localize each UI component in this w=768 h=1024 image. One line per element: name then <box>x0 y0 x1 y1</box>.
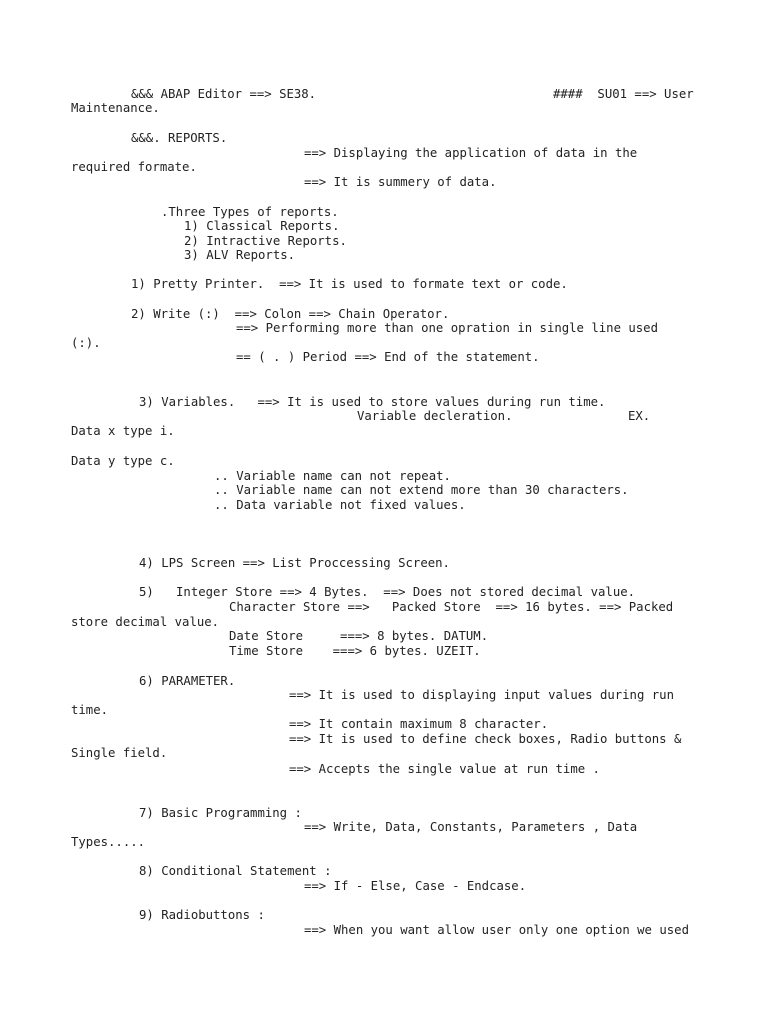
variable-rule-1: .. Variable name can not repeat. <box>214 469 451 483</box>
conditional-statement-heading: 8) Conditional Statement : <box>139 864 332 878</box>
variable-rule-2: .. Variable name can not extend more than 30 characters. <box>214 483 629 497</box>
integer-store-line: 5) Integer Store ==> 4 Bytes. ==> Does not stored decimal value. <box>139 585 636 599</box>
data-x-line: Data x type i. <box>71 424 175 438</box>
pretty-printer-line: 1) Pretty Printer. ==> It is used to formate text or code. <box>131 277 568 291</box>
report-type-3: 3) ALV Reports. <box>184 248 296 262</box>
radiobuttons-heading: 9) Radiobuttons : <box>139 908 265 922</box>
variables-line: 3) Variables. ==> It is used to store values during run time. <box>139 395 606 409</box>
parameter-heading: 6) PARAMETER. <box>139 674 236 688</box>
write-desc-1: ==> Performing more than one opration in single line used <box>236 321 658 335</box>
date-store-line: Date Store ===> 8 bytes. DATUM. <box>229 629 489 643</box>
parameter-desc-2: ==> It contain maximum 8 character. <box>289 717 549 731</box>
variable-rule-3: .. Data variable not fixed values. <box>214 498 466 512</box>
parameter-desc-3-cont: Single field. <box>71 746 168 760</box>
report-type-1: 1) Classical Reports. <box>184 219 340 233</box>
write-desc-2: == ( . ) Period ==> End of the statement. <box>236 350 540 364</box>
maintenance-line: Maintenance. <box>71 101 160 115</box>
reports-heading: &&&. REPORTS. <box>131 131 228 145</box>
report-type-2: 2) Intractive Reports. <box>184 234 347 248</box>
parameter-desc-3: ==> It is used to define check boxes, Radio buttons & <box>289 732 682 746</box>
example-label: EX. <box>628 409 651 423</box>
conditional-statement-desc: ==> If - Else, Case - Endcase. <box>304 879 527 893</box>
su01-line: #### SU01 ==> User <box>553 87 694 101</box>
reports-desc-1-cont: required formate. <box>71 160 197 174</box>
character-store-line: Character Store ==> Packed Store ==> 16 bytes. ==> Packed <box>229 600 674 614</box>
parameter-desc-1-cont: time. <box>71 703 109 717</box>
basic-programming-desc-cont: Types..... <box>71 835 146 849</box>
basic-programming-heading: 7) Basic Programming : <box>139 806 302 820</box>
character-store-cont: store decimal value. <box>71 615 220 629</box>
basic-programming-desc: ==> Write, Data, Constants, Parameters , Data <box>304 820 638 834</box>
time-store-line: Time Store ===> 6 bytes. UZEIT. <box>229 644 481 658</box>
write-line: 2) Write (:) ==> Colon ==> Chain Operator. <box>131 307 450 321</box>
abap-editor-line: &&& ABAP Editor ==> SE38. <box>131 87 317 101</box>
radiobuttons-desc: ==> When you want allow user only one option we used <box>304 923 689 937</box>
parameter-desc-1: ==> It is used to displaying input values during run <box>289 688 674 702</box>
parameter-desc-4: ==> Accepts the single value at run time . <box>289 762 600 776</box>
reports-desc-1: ==> Displaying the application of data in the <box>304 146 638 160</box>
lps-screen-line: 4) LPS Screen ==> List Proccessing Screen. <box>139 556 450 570</box>
data-y-line: Data y type c. <box>71 454 175 468</box>
write-desc-1-cont: (:). <box>71 336 101 350</box>
reports-desc-2: ==> It is summery of data. <box>304 175 497 189</box>
variable-declaration-label: Variable decleration. <box>357 409 513 423</box>
report-types-heading: .Three Types of reports. <box>161 205 339 219</box>
